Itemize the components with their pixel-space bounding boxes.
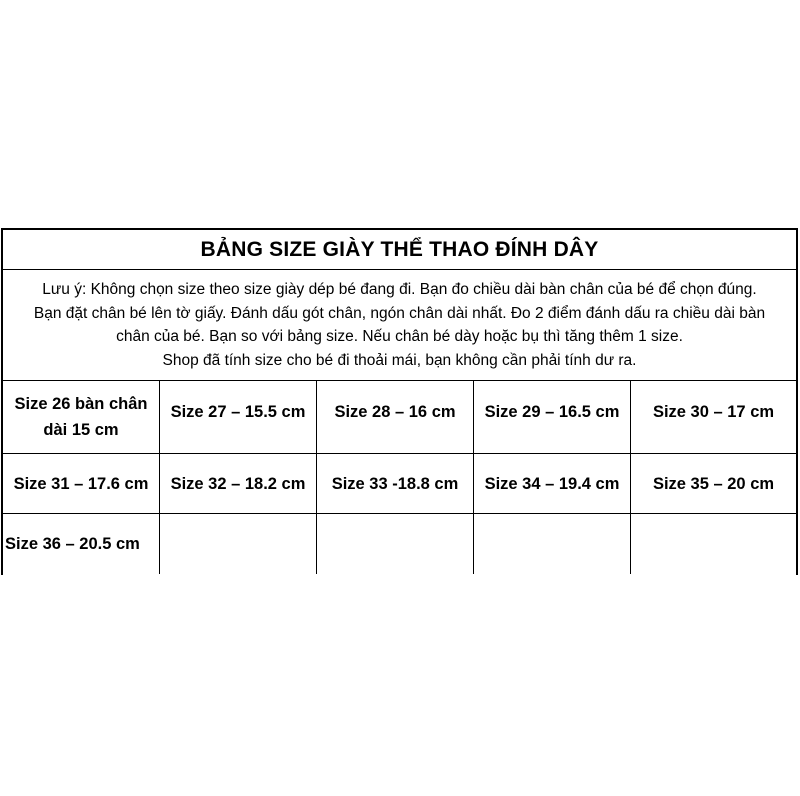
empty-cell — [631, 514, 796, 574]
size-cell: Size 34 – 19.4 cm — [474, 454, 631, 514]
title-row — [3, 230, 796, 270]
empty-cell — [474, 514, 631, 574]
note-line: chân của bé. Bạn so với bảng size. Nếu chân bé dày hoặc bụ thì tăng thêm 1 size. — [116, 328, 683, 345]
size-cell: Size 27 – 15.5 cm — [160, 381, 317, 454]
chart-title: BẢNG SIZE GIÀY THỂ THAO ĐÍNH DÂY — [200, 237, 599, 261]
size-cell: Size 33 -18.8 cm — [317, 454, 474, 514]
note-line: Lưu ý: Không chọn size theo size giày dép bé đang đi. Bạn đo chiều dài bàn chân của bé để chọn đúng. — [42, 281, 757, 298]
size-cell: Size 31 – 17.6 cm — [3, 454, 160, 514]
empty-cell — [317, 514, 474, 574]
size-cell: Size 36 – 20.5 cm — [3, 514, 160, 574]
note-block — [3, 270, 796, 381]
size-cell: Size 35 – 20 cm — [631, 454, 796, 514]
size-cell: Size 29 – 16.5 cm — [474, 381, 631, 454]
size-cell: Size 32 – 18.2 cm — [160, 454, 317, 514]
size-chart-table — [1, 228, 798, 575]
empty-cell — [160, 514, 317, 574]
size-cell: Size 26 bàn chân dài 15 cm — [3, 381, 160, 454]
size-cell: Size 30 – 17 cm — [631, 381, 796, 454]
note-line: Shop đã tính size cho bé đi thoải mái, bạn không cần phải tính dư ra. — [162, 351, 637, 369]
size-cell: Size 28 – 16 cm — [317, 381, 474, 454]
size-grid — [3, 381, 796, 574]
note-line: Bạn đặt chân bé lên tờ giấy. Đánh dấu gót chân, ngón chân dài nhất. Đo 2 điểm đánh dấu ra chiều dài bàn — [33, 304, 766, 322]
